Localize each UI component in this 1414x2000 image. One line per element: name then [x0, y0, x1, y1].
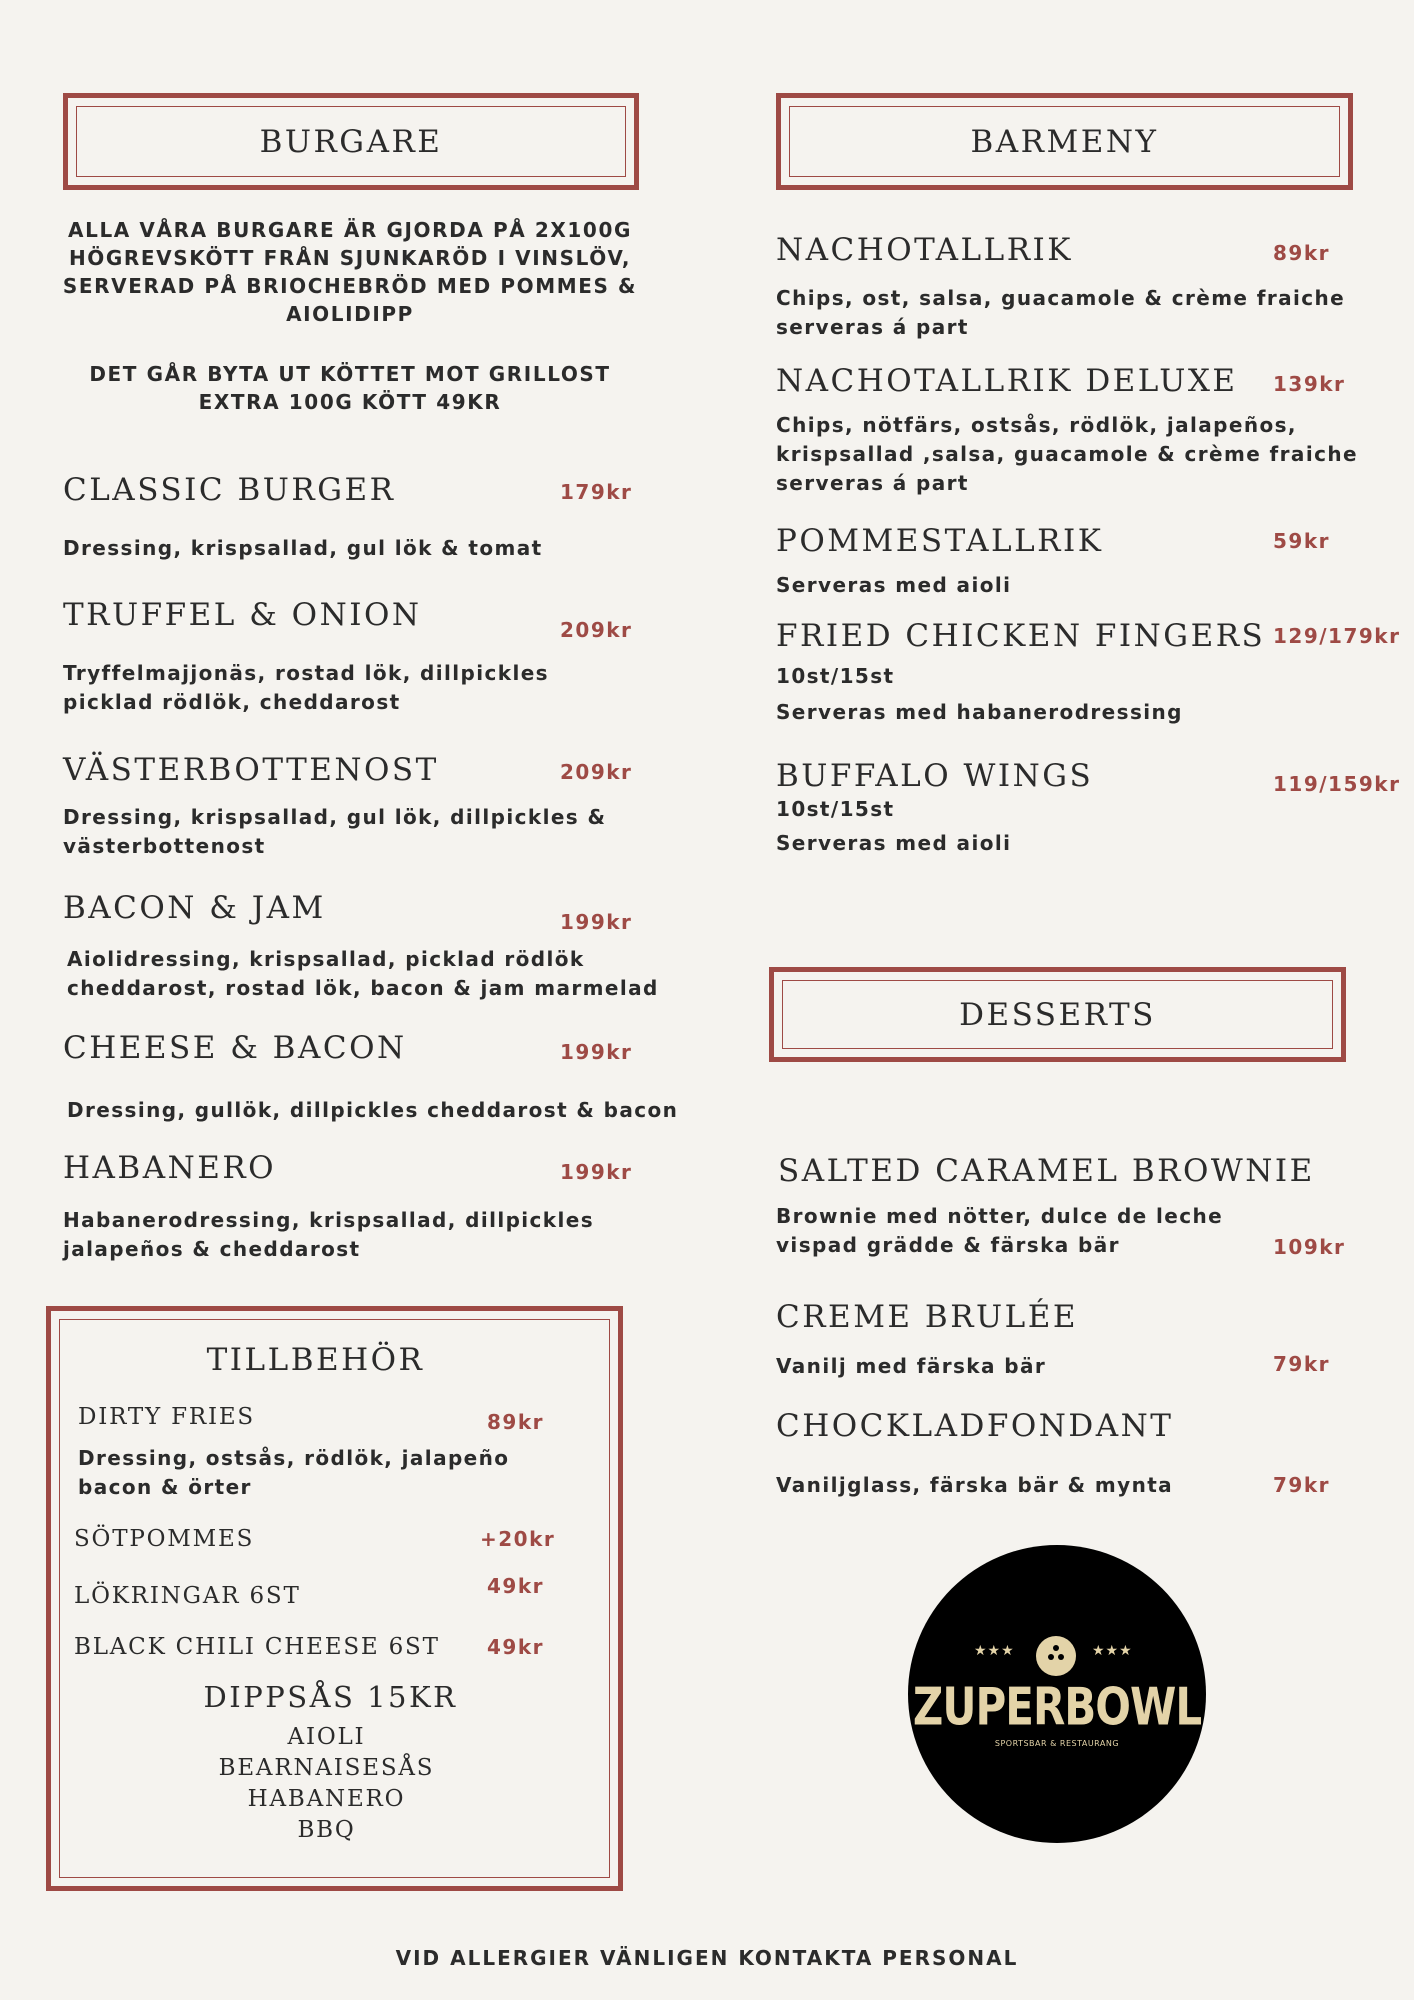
item-price: 119/159kr — [1273, 772, 1401, 796]
item-price: 89kr — [1273, 241, 1330, 265]
item-name: SÖTPOMMES — [74, 1526, 255, 1552]
item-price: 199kr — [560, 910, 633, 934]
item-price: +20kr — [480, 1527, 556, 1551]
item-name: CHEESE & BACON — [63, 1030, 407, 1066]
item-desc: Dressing, krispsallad, gul lök, dillpickles & — [63, 805, 607, 829]
logo-subtitle: SPORTSBAR & RESTAURANG — [994, 1739, 1120, 1748]
dippsas-list — [46, 1722, 607, 1846]
item-price: 49kr — [487, 1574, 544, 1598]
item-desc: Dressing, ostsås, rödlök, jalapeño — [78, 1446, 510, 1470]
item-name: BLACK CHILI CHEESE 6ST — [74, 1634, 440, 1660]
item-desc: Dressing, krispsallad, gul lök & tomat — [63, 536, 543, 560]
item-name: FRIED CHICKEN FINGERS — [776, 618, 1266, 654]
item-desc: Brownie med nötter, dulce de leche — [776, 1204, 1224, 1228]
item-name: HABANERO — [63, 1150, 277, 1186]
item-name: BUFFALO WINGS — [776, 758, 1094, 794]
zuperbowl-logo — [908, 1545, 1206, 1843]
bowling-hole — [1048, 1654, 1054, 1660]
bowling-hole — [1058, 1654, 1064, 1660]
item-price: 79kr — [1273, 1352, 1330, 1376]
barmeny-title: BARMENY — [970, 123, 1159, 160]
item-name: POMMESTALLRIK — [776, 523, 1104, 559]
stars-right-icon: ★★★ — [1092, 1643, 1133, 1659]
item-desc: cheddarost, rostad lök, bacon & jam marmelad — [67, 976, 659, 1000]
item-price: 139kr — [1273, 372, 1346, 396]
dip-item: BEARNAISESÅS — [218, 1755, 435, 1781]
burgare-intro-1: ALLA VÅRA BURGARE ÄR GJORDA PÅ 2X100G HÖGREVSKÖTT FRÅN SJUNKARÖD I VINSLÖV, SERVERAD PÅ BRIOCHEBRÖD MED POMMES & AIOLIDIPP — [62, 218, 638, 326]
item-desc: serveras á part — [776, 315, 969, 339]
item-desc: Tryffelmajjonäs, rostad lök, dillpickles — [63, 661, 549, 685]
logo-wordmark: ZUPERBOWL — [912, 1677, 1202, 1737]
item-desc: Serveras med aioli — [776, 573, 1012, 597]
item-desc: krispsallad ,salsa, guacamole & crème fraiche — [776, 442, 1358, 466]
dippsas-title: DIPPSÅS 15KR — [203, 1680, 458, 1714]
item-desc: Habanerodressing, krispsallad, dillpickles — [63, 1208, 595, 1232]
item-price: 109kr — [1273, 1235, 1346, 1259]
item-desc: 10st/15st — [776, 797, 895, 821]
item-name: CREME BRULÉE — [776, 1299, 1079, 1335]
item-desc: vispad grädde & färska bär — [776, 1233, 1120, 1257]
burgare-title: BURGARE — [259, 123, 443, 160]
item-desc: Aiolidressing, krispsallad, picklad rödlök — [67, 947, 585, 971]
barmeny-header-box — [776, 93, 1353, 190]
item-desc: Vanilj med färska bär — [776, 1354, 1047, 1378]
item-name: LÖKRINGAR 6ST — [74, 1583, 301, 1609]
item-desc: Serveras med aioli — [776, 831, 1012, 855]
item-desc: jalapeños & cheddarost — [63, 1237, 361, 1261]
stars-left-icon: ★★★ — [974, 1643, 1015, 1659]
item-desc: Chips, nötfärs, ostsås, rödlök, jalapeños, — [776, 413, 1297, 437]
item-desc: Vaniljglass, färska bär & mynta — [776, 1473, 1174, 1497]
item-price: 59kr — [1273, 529, 1330, 553]
bowling-hole — [1053, 1645, 1059, 1651]
dip-item: AIOLI — [287, 1724, 366, 1750]
item-name: SALTED CARAMEL BROWNIE — [778, 1153, 1315, 1189]
item-name: NACHOTALLRIK — [776, 232, 1073, 268]
desserts-header-box — [769, 967, 1346, 1062]
item-name: CLASSIC BURGER — [63, 472, 396, 508]
dip-item: BBQ — [297, 1817, 356, 1843]
item-desc: Dressing, gullök, dillpickles cheddarost & bacon — [67, 1098, 679, 1122]
item-price: 79kr — [1273, 1473, 1330, 1497]
item-price: 199kr — [560, 1040, 633, 1064]
item-price: 209kr — [560, 618, 633, 642]
item-name: TRUFFEL & ONION — [63, 597, 422, 633]
item-price: 209kr — [560, 760, 633, 784]
item-name: BACON & JAM — [63, 890, 326, 926]
item-name: VÄSTERBOTTENOST — [63, 752, 439, 788]
item-price: 89kr — [487, 1410, 544, 1434]
item-price: 49kr — [487, 1635, 544, 1659]
item-desc: bacon & örter — [78, 1475, 252, 1499]
bowling-ball-icon — [1036, 1636, 1076, 1676]
item-name: NACHOTALLRIK DELUXE — [776, 363, 1238, 399]
item-desc: Serveras med habanerodressing — [776, 700, 1183, 724]
desserts-title: DESSERTS — [959, 996, 1156, 1033]
tillbehor-title: TILLBEHÖR — [206, 1342, 425, 1378]
item-price: 129/179kr — [1273, 624, 1401, 648]
item-price: 179kr — [560, 480, 633, 504]
item-name: DIRTY FRIES — [78, 1404, 255, 1430]
item-desc: Chips, ost, salsa, guacamole & crème fraiche — [776, 286, 1346, 310]
burgare-intro-2: DET GÅR BYTA UT KÖTTET MOT GRILLOST EXTRA 100G KÖTT 49KR — [89, 362, 611, 414]
item-desc: picklad rödlök, cheddarost — [63, 690, 401, 714]
dip-item: HABANERO — [247, 1786, 406, 1812]
item-desc: 10st/15st — [776, 664, 895, 688]
item-desc: västerbottenost — [63, 834, 266, 858]
allergy-footer: VID ALLERGIER VÄNLIGEN KONTAKTA PERSONAL — [395, 1946, 1019, 1970]
item-desc: serveras á part — [776, 471, 969, 495]
burgare-header-box — [63, 93, 639, 190]
item-price: 199kr — [560, 1160, 633, 1184]
item-name: CHOCKLADFONDANT — [776, 1408, 1174, 1444]
